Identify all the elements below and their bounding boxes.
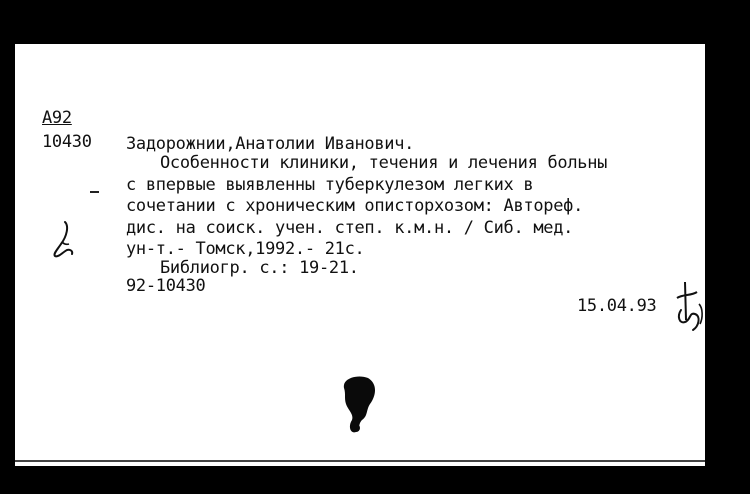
call-number: 10430 xyxy=(42,132,92,152)
bibliography-note: Библиогр. с.: 19-21. xyxy=(160,258,359,278)
title-line-2: с впервые выявленны туберкулезом легких в xyxy=(126,175,534,195)
title-line-5: ун-т.- Томск,1992.- 21с. xyxy=(126,239,365,259)
catalog-card xyxy=(15,44,705,466)
signature-icon xyxy=(673,280,705,340)
title-line-1: Особенности клиники, течения и лечения больны xyxy=(160,153,608,173)
title-line-4: дис. на соиск. учен. степ. к.м.н. / Сиб. мед. xyxy=(126,218,574,238)
date-stamp: 15.04.93 xyxy=(577,296,657,316)
call-code: A92 xyxy=(42,108,72,128)
accession-number: 92-10430 xyxy=(126,276,206,296)
card-bottom-edge xyxy=(15,460,705,462)
author-heading: Задорожнии,Анатолии Иванович. xyxy=(126,134,415,154)
ink-blot-icon xyxy=(338,374,380,436)
title-line-3: сочетании с хроническим описторхозом: Автореф. xyxy=(126,196,584,216)
handwritten-initial-icon xyxy=(51,220,77,260)
margin-dash xyxy=(90,191,99,193)
